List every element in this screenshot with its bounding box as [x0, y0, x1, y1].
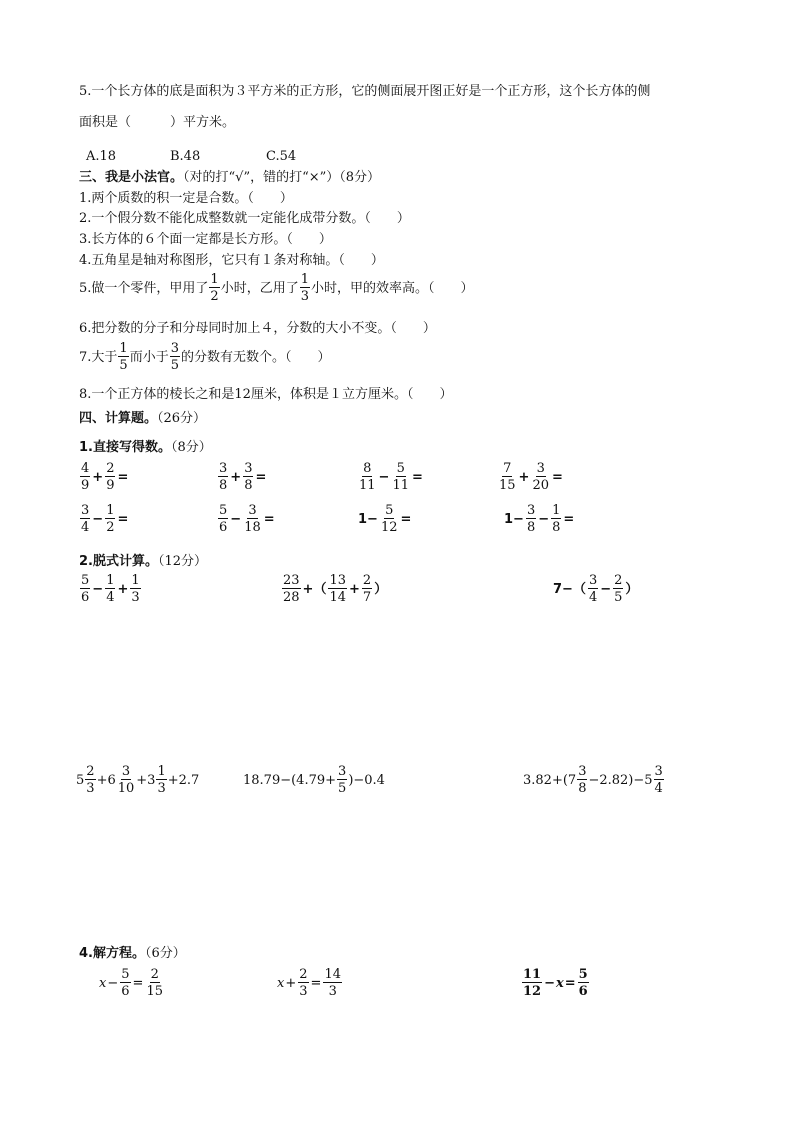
section3-heading [79, 171, 380, 184]
fraction: $\frac{5}{12}$ [380, 503, 398, 535]
fraction: $\frac{5}{11}$ [392, 461, 409, 493]
fraction: $\frac{1}{3}$ [300, 272, 309, 304]
fraction: $\frac{3}{8}$ [578, 764, 587, 796]
fraction: $\frac{3}{4}$ [81, 503, 90, 535]
direct-calc-8: 1− $\frac{3}{8}$ − $\frac{1}{8}$ = [504, 503, 575, 535]
fraction: $\frac{1}{3}$ [131, 573, 140, 605]
direct-calc-3: $\frac{8}{11}$ − $\frac{5}{11}$ = [359, 461, 423, 493]
equation-2: x + $\frac{2}{3}$ = $\frac{14}{3}$ [277, 967, 341, 999]
fraction: $\frac{3}{5}$ [170, 341, 179, 373]
fraction: $\frac{1}{5}$ [119, 341, 128, 373]
fraction: $\frac{3}{4}$ [654, 764, 663, 796]
fraction: $\frac{3}{8}$ [219, 461, 228, 493]
direct-calc-2: $\frac{3}{8}$ + $\frac{3}{8}$ = [219, 461, 267, 493]
equation-3: $\frac{11}{12}$ − x = $\frac{5}{6}$ [523, 967, 588, 999]
fraction: $\frac{3}{20}$ [532, 461, 549, 493]
part2-heading [79, 555, 207, 568]
fraction: $\frac{2}{15}$ [146, 967, 163, 999]
fraction: $\frac{2}{5}$ [614, 573, 623, 605]
part2-title: 2.脱式计算。 [79, 554, 158, 569]
q5-option-a: A.18 [86, 149, 117, 164]
fraction: $\frac{14}{3}$ [324, 967, 341, 999]
fraction: $\frac{5}{6}$ [578, 967, 588, 999]
part1-score: （8分） [170, 440, 212, 455]
direct-calc-6: $\frac{5}{6}$ − $\frac{3}{18}$ = [219, 503, 275, 535]
q5-line1: 5.一个长方体的底是面积为３平方米的正方形，它的侧面展开图正好是一个正方形，这个长方体的侧 [79, 84, 651, 99]
fraction: $\frac{3}{8}$ [244, 461, 253, 493]
judge-item-2: 2.一个假分数不能化成整数就一定能化成带分数。（ ） [79, 211, 410, 226]
step-calc-3: 7−（ $\frac{3}{4}$ − $\frac{2}{5}$ ） [553, 573, 639, 605]
section4-heading [79, 412, 206, 425]
fraction: $\frac{1}{4}$ [106, 573, 115, 605]
fraction: $\frac{23}{28}$ [283, 573, 300, 605]
step-calc-6: 3.82+(7 $\frac{3}{8}$ −2.82)−5 $\frac{3}{4}$ [523, 764, 663, 796]
fraction: $\frac{3}{5}$ [338, 764, 347, 796]
fraction: $\frac{3}{18}$ [244, 503, 261, 535]
fraction: $\frac{2}{3}$ [299, 967, 308, 999]
direct-calc-1: $\frac{4}{9}$ + $\frac{2}{9}$ = [81, 461, 129, 493]
judge-item-7 [79, 342, 331, 372]
judge-item-7-text-c: 的分数有无数个。（ ） [180, 349, 331, 365]
direct-calc-5: $\frac{3}{4}$ − $\frac{1}{2}$ = [81, 503, 129, 535]
q5-option-c: C.54 [266, 149, 297, 164]
direct-calc-7: 1− $\frac{5}{12}$ = [358, 503, 412, 535]
judge-item-5-text-b: 小时，乙用了 [220, 280, 299, 296]
fraction: $\frac{11}{12}$ [523, 967, 542, 999]
direct-calc-4: $\frac{7}{15}$ + $\frac{3}{20}$ = [499, 461, 563, 493]
fraction: $\frac{13}{14}$ [329, 573, 346, 605]
judge-item-6: 6.把分数的分子和分母同时加上４，分数的大小不变。（ ） [79, 321, 436, 336]
fraction: $\frac{2}{9}$ [106, 461, 115, 493]
judge-item-3: 3.长方体的６个面一定都是长方形。（ ） [79, 232, 332, 247]
step-calc-1: $\frac{5}{6}$ − $\frac{1}{4}$ + $\frac{1}{3}$ [81, 573, 140, 605]
fraction: $\frac{7}{15}$ [499, 461, 516, 493]
section3-title: 三、我是小法官。 [79, 170, 184, 185]
step-calc-5: 18.79−(4.79+ $\frac{3}{5}$ )−0.4 [243, 764, 385, 796]
judge-item-5 [79, 273, 474, 303]
judge-item-8: 8.一个正方体的棱长之和是12厘米，体积是１立方厘米。（ ） [79, 387, 453, 402]
judge-item-5-text-c: 小时，甲的效率高。（ ） [310, 280, 474, 296]
step-calc-2: $\frac{23}{28}$ +（ $\frac{13}{14}$ + $\frac{2}{7}$ ） [283, 573, 388, 605]
fraction: $\frac{3}{10}$ [117, 764, 135, 796]
fraction: $\frac{3}{4}$ [588, 573, 598, 605]
fraction: $\frac{8}{11}$ [359, 461, 376, 493]
fraction: $\frac{1}{8}$ [552, 503, 561, 535]
fraction: $\frac{1}{2}$ [210, 272, 219, 304]
step-calc-4: 5 $\frac{2}{3}$ +6 $\frac{3}{10}$ +3 $\frac{1}{3}$ +2.7 [76, 764, 200, 796]
fraction: $\frac{5}{6}$ [81, 573, 90, 605]
fraction: $\frac{2}{7}$ [362, 573, 372, 605]
section4-score: （26分） [157, 411, 207, 426]
section4-title: 四、计算题。 [79, 411, 158, 426]
fraction: $\frac{5}{6}$ [219, 503, 228, 535]
part1-title: 1.直接写得数。 [79, 440, 171, 455]
fraction: $\frac{1}{3}$ [157, 764, 166, 796]
judge-item-7-text-b: 而小于 [129, 349, 169, 365]
part4-score: （6分） [144, 946, 186, 961]
fraction: $\frac{3}{8}$ [526, 503, 536, 535]
fraction: $\frac{4}{9}$ [81, 461, 90, 493]
part1-heading [79, 441, 212, 454]
judge-item-4: 4.五角星是轴对称图形，它只有１条对称轴。（ ） [79, 253, 384, 268]
fraction: $\frac{2}{3}$ [86, 764, 95, 796]
judge-item-1: 1.两个质数的积一定是合数。（ ） [79, 191, 293, 206]
q5-option-b: B.48 [170, 149, 201, 164]
section3-note: （对的打“√”，错的打“×”）（8分） [183, 170, 381, 185]
part4-heading [79, 947, 186, 960]
judge-item-7-text-a: 7.大于 [79, 349, 118, 365]
judge-item-5-text-a: 5.做一个零件，甲用了 [79, 280, 209, 296]
fraction: $\frac{5}{6}$ [121, 967, 130, 999]
part2-score: （12分） [157, 554, 208, 569]
q5-line2: 面积是（ ）平方米。 [79, 115, 236, 130]
part4-title: 4.解方程。 [79, 946, 145, 961]
equation-1: x − $\frac{5}{6}$ = $\frac{2}{15}$ [99, 967, 163, 999]
fraction: $\frac{1}{2}$ [106, 503, 115, 535]
